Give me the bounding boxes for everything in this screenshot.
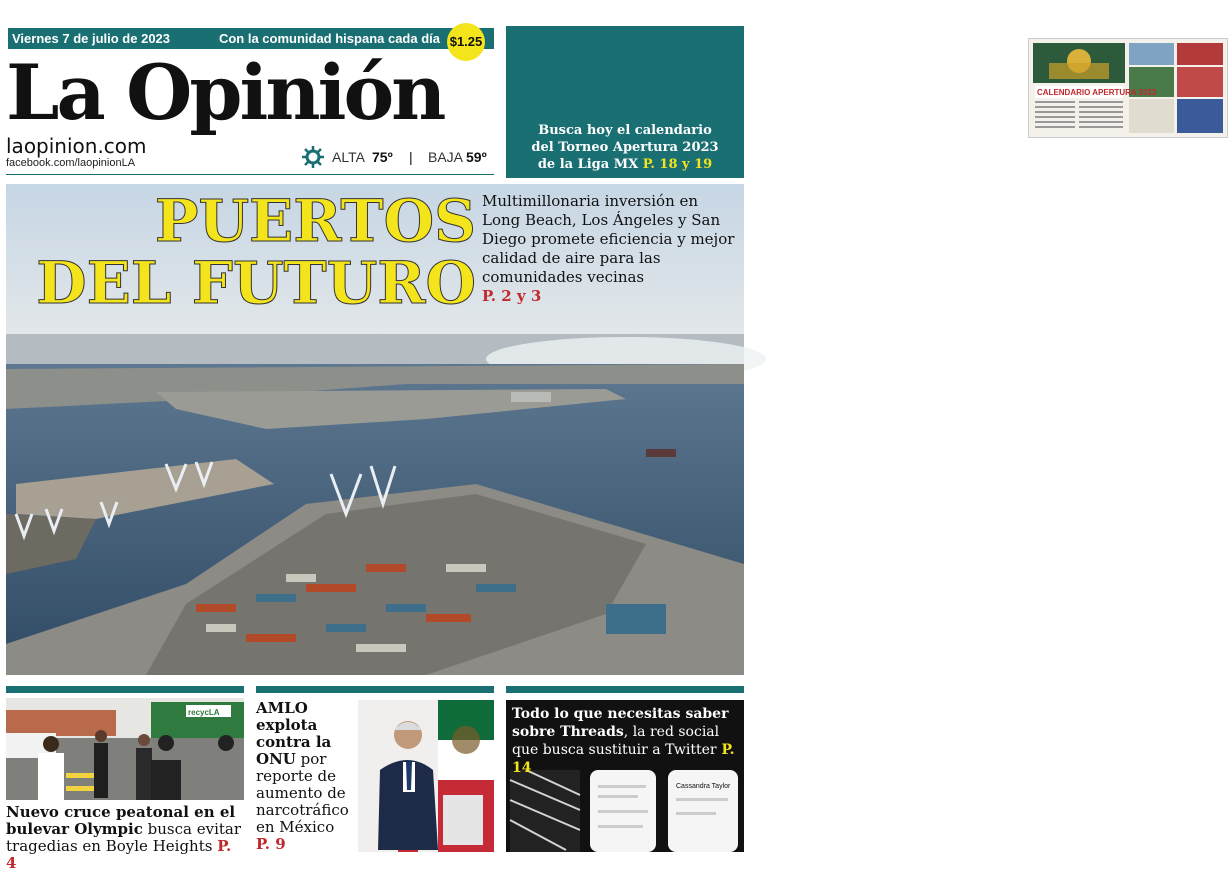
hero-deck xyxy=(482,192,740,306)
hero-headline[interactable] xyxy=(10,187,476,317)
date-bar xyxy=(8,28,494,49)
story1-page[interactable]: P. 4 xyxy=(6,837,232,872)
weather-divider: | xyxy=(409,149,413,165)
calendar-thumbnail xyxy=(1028,38,1228,138)
story2-photo[interactable] xyxy=(358,700,494,852)
promo-line-1: Busca hoy el calendario xyxy=(538,123,712,138)
recycla-sign: recycLA xyxy=(188,708,220,717)
story1-headline: Nuevo cruce peatonal en el bulevar Olympic xyxy=(6,803,236,838)
issue-date: Viernes 7 de julio de 2023 xyxy=(12,31,171,46)
story3-text xyxy=(512,705,742,777)
promo-line-2: del Torneo Apertura 2023 xyxy=(531,140,719,155)
story3-headline: Todo lo que necesitas saber sobre Threads xyxy=(512,706,729,740)
story2-text[interactable] xyxy=(256,700,358,853)
low-label: BAJA xyxy=(428,149,464,165)
story3-page[interactable]: P. 14 xyxy=(512,742,735,776)
story2-page[interactable]: P. 9 xyxy=(256,835,286,853)
newspaper-logo[interactable]: La Opinión xyxy=(6,48,444,137)
tagline: Con la comunidad hispana cada día xyxy=(218,31,440,46)
story1-rest: busca evitar tragedias en Boyle Heights xyxy=(6,820,242,855)
hero-headline-line-2: DEL FUTURO xyxy=(36,249,476,317)
story2-headline: AMLO explota contra la ONU xyxy=(256,699,332,768)
high-temp: 75º xyxy=(372,149,393,165)
thumb-label: CALENDARIO APERTURA 2023 xyxy=(1037,88,1157,97)
hero-headline-line-1: PUERTOS xyxy=(154,187,476,255)
price-badge: $1.25 xyxy=(447,23,485,61)
hero-pages[interactable]: P. 2 y 3 xyxy=(482,287,542,305)
story1-rule xyxy=(6,686,244,693)
low-temp: 59º xyxy=(466,149,487,165)
story3-rule xyxy=(506,686,744,693)
promo-pages[interactable]: P. 18 y 19 xyxy=(642,157,713,172)
story3-rest: , la red social que busca sustituir a Twitter xyxy=(512,724,720,758)
phone-profile-name: Cassandra Taylor xyxy=(676,783,731,790)
hero-deck-text: Multimillonaria inversión en Long Beach, Los Ángeles y San Diego promete eficiencia y mejor calidad de aire para las comunidades vecinas xyxy=(482,192,735,286)
weather-box xyxy=(296,146,496,170)
promo-line-3: de la Liga MX xyxy=(537,157,639,172)
promo-text xyxy=(506,122,744,173)
facebook-link[interactable]: facebook.com/laopinionLA xyxy=(6,157,136,169)
story2-rule xyxy=(256,686,494,693)
masthead-rule xyxy=(6,174,494,175)
website-link[interactable]: laopinion.com xyxy=(6,134,147,158)
promo-box[interactable] xyxy=(506,26,1157,178)
story1-photo[interactable] xyxy=(6,698,244,800)
high-label: ALTA xyxy=(332,149,365,165)
weather-icon xyxy=(298,146,328,168)
story2-rest: por reporte de aumento de narcotráfico en México xyxy=(256,750,349,836)
story1-text[interactable] xyxy=(6,804,246,872)
